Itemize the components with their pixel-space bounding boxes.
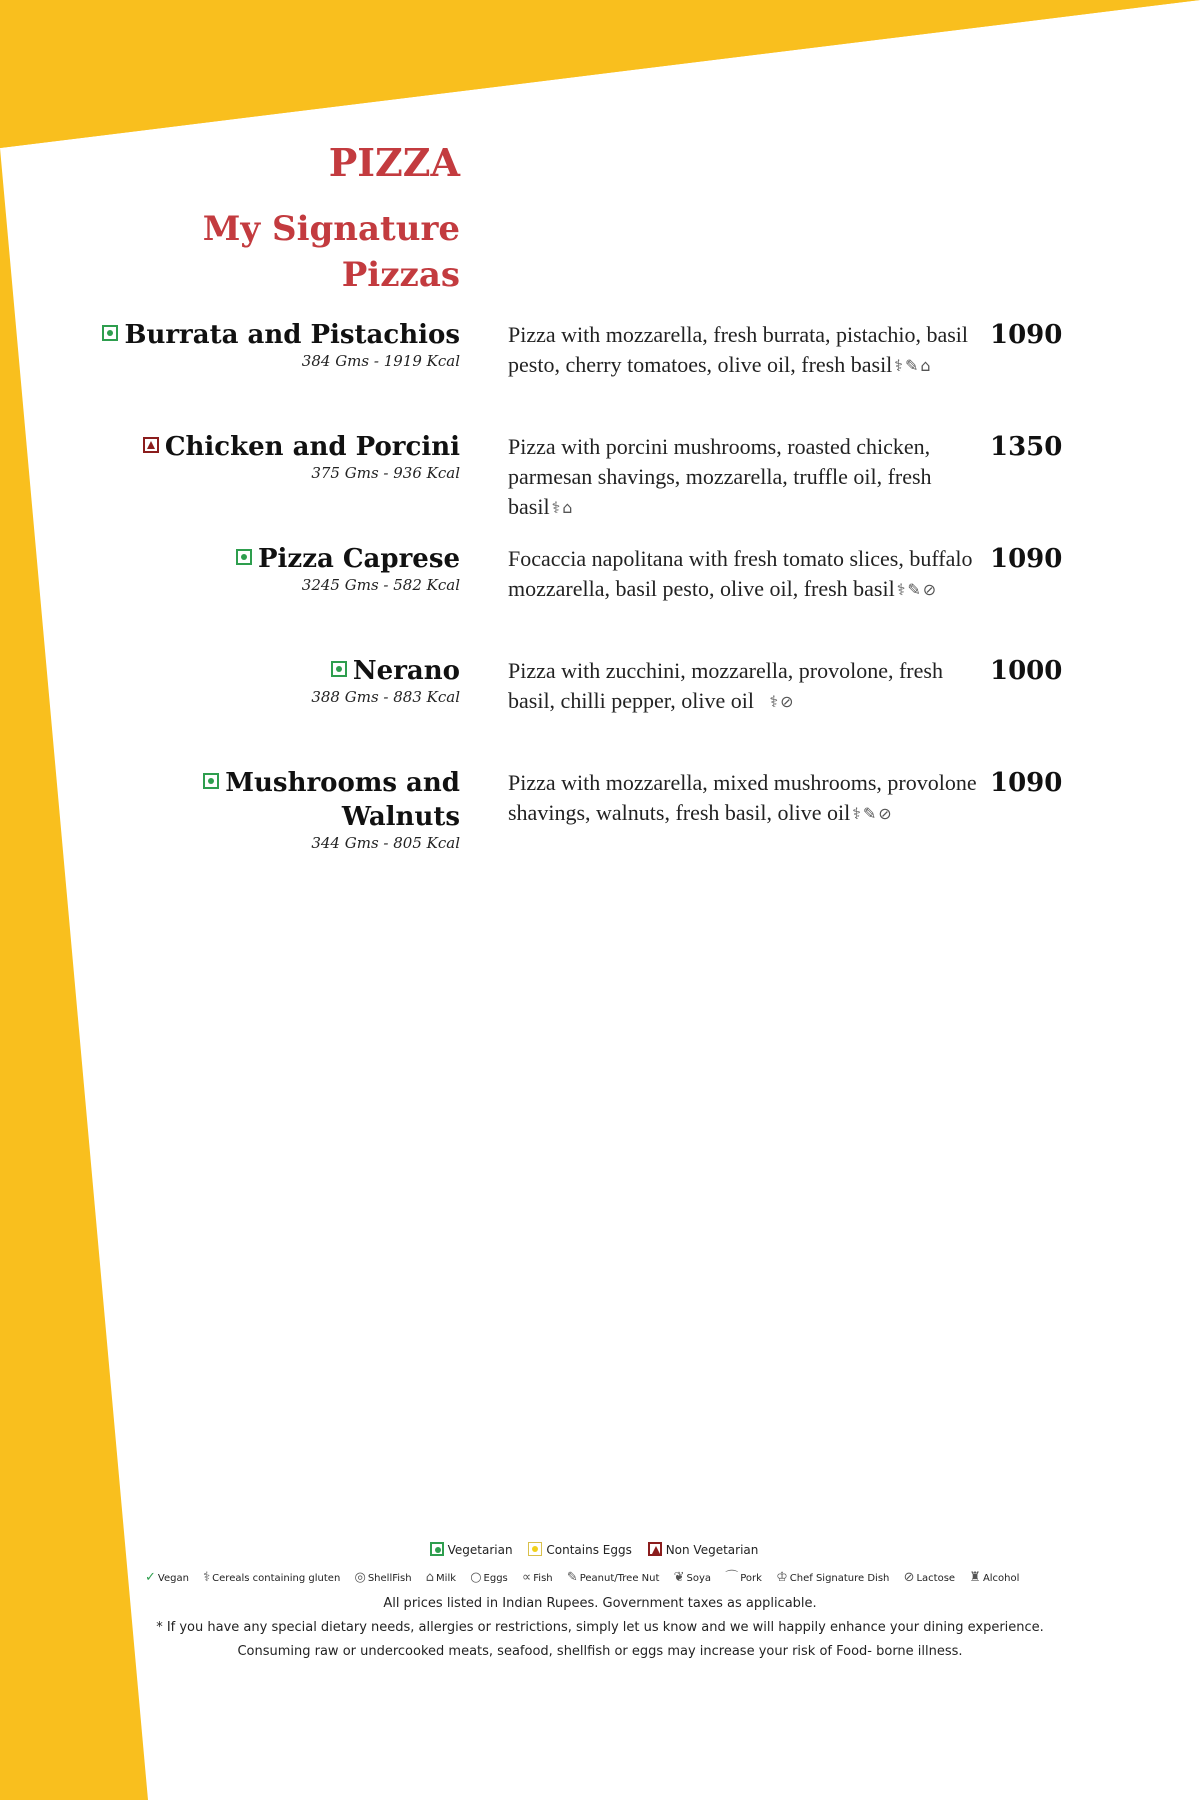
- legend-text: Alcohol: [982, 1573, 1020, 1584]
- note-dietary: * If you have any special dietary needs, allergies or restrictions, simply let us know and we will happily enhance your dining experience.: [156, 1620, 1044, 1635]
- milk-icon: ⌂: [920, 356, 931, 375]
- gluten-icon: ⚕: [769, 692, 779, 711]
- legend-text: Vegetarian: [447, 1543, 513, 1557]
- legend-allergens: [145, 1566, 1045, 1585]
- item-name-text: Chicken and Porcini: [164, 432, 460, 462]
- item-name-caprese: [0, 542, 460, 576]
- legend-text: Contains Eggs: [546, 1543, 632, 1557]
- item-meta-caprese: 3245 Gms - 582 Kcal: [301, 576, 460, 594]
- legend-text: Vegan: [157, 1573, 189, 1584]
- item-name-text: Nerano: [352, 656, 460, 686]
- egg-mark-icon: [528, 1542, 542, 1556]
- chef-hat-icon: ♔: [776, 1570, 788, 1585]
- subtitle-line-1: My Signature: [202, 209, 460, 249]
- veg-mark-icon: [203, 773, 219, 789]
- veg-mark-icon: [102, 325, 118, 341]
- legend-text: Fish: [533, 1573, 553, 1584]
- milk-icon: ⌂: [425, 1570, 435, 1585]
- gluten-icon: ⚕: [203, 1570, 211, 1585]
- soya-icon: ❦: [673, 1570, 685, 1585]
- legend-text: Eggs: [483, 1573, 508, 1584]
- legend-alcohol: [969, 1570, 1020, 1585]
- fish-icon: ∝: [521, 1570, 532, 1585]
- legend-vegetarian: [430, 1543, 513, 1557]
- nut-icon: ✎: [862, 804, 877, 823]
- nut-icon: ✎: [907, 580, 921, 599]
- item-desc-burrata: [508, 320, 978, 381]
- legend-pork: [725, 1570, 762, 1585]
- legend-text: Cereals containing gluten: [212, 1573, 341, 1584]
- nut-icon: ✎: [904, 356, 919, 375]
- veg-mark-icon: [236, 549, 252, 565]
- subtitle-line-2: Pizzas: [341, 255, 460, 295]
- item-meta-nerano: 388 Gms - 883 Kcal: [311, 688, 460, 706]
- item-name-line-2: Walnuts: [341, 802, 460, 832]
- lactose-icon: ⊘: [780, 692, 794, 711]
- legend-nut: [566, 1570, 660, 1585]
- legend-text: Chef Signature Dish: [789, 1573, 890, 1584]
- item-desc-nerano: [508, 656, 978, 717]
- pork-icon: ⌒: [725, 1570, 739, 1585]
- item-name-text: Mushrooms and: [225, 768, 460, 798]
- bottle-icon: ♜: [969, 1570, 981, 1585]
- legend-nonveg: [648, 1543, 759, 1557]
- item-name-text: Pizza Caprese: [258, 544, 460, 574]
- gluten-icon: ⚕: [551, 498, 561, 517]
- note-raw-food: Consuming raw or undercooked meats, seafood, shellfish or eggs may increase your risk of Food- borne illness.: [237, 1644, 963, 1659]
- item-meta-burrata: 384 Gms - 1919 Kcal: [301, 352, 460, 370]
- item-name-line-1: [0, 766, 460, 800]
- top-yellow-band-full: [0, 0, 1200, 148]
- section-subtitle: [140, 206, 460, 298]
- legend-soya: [673, 1570, 712, 1585]
- legend-text: Pork: [740, 1573, 762, 1584]
- item-desc-mushrooms-walnuts: [508, 768, 978, 829]
- legend-eggs-allergen: [470, 1570, 508, 1585]
- legend-vegan: [145, 1570, 189, 1585]
- desc-text: Pizza with mozzarella, mixed mushrooms, provolone shavings, walnuts, fresh basil, olive oil: [508, 770, 977, 825]
- nonveg-mark-icon: [143, 437, 159, 453]
- milk-icon: ⌂: [562, 498, 573, 517]
- item-meta-mushrooms-walnuts: 344 Gms - 805 Kcal: [311, 834, 460, 852]
- item-price-burrata: 1090: [990, 320, 1063, 350]
- shellfish-icon: ◎: [354, 1570, 366, 1585]
- item-desc-chicken-porcini: [508, 432, 978, 523]
- veg-mark-icon: [430, 1542, 444, 1556]
- item-meta-chicken-porcini: 375 Gms - 936 Kcal: [311, 464, 460, 482]
- legend-eggs: [528, 1543, 631, 1557]
- legend-text: Milk: [436, 1573, 457, 1584]
- item-name-text: Burrata and Pistachios: [124, 320, 460, 350]
- nut-icon: ✎: [566, 1570, 578, 1585]
- nonveg-mark-icon: [648, 1542, 662, 1556]
- legend-text: Soya: [686, 1573, 712, 1584]
- veg-mark-icon: [331, 661, 347, 677]
- legend-lactose: [903, 1570, 956, 1585]
- item-price-chicken-porcini: 1350: [990, 432, 1063, 462]
- item-desc-caprese: [508, 544, 978, 605]
- desc-text: Pizza with mozzarella, fresh burrata, pistachio, basil pesto, cherry tomatoes, olive oil, fresh basil: [508, 322, 968, 377]
- gluten-icon: ⚕: [852, 804, 861, 823]
- item-name-chicken-porcini: [0, 430, 460, 464]
- item-price-caprese: 1090: [990, 544, 1063, 574]
- lactose-icon: ⊘: [903, 1570, 915, 1585]
- item-name-nerano: [0, 654, 460, 688]
- legend-milk: [425, 1570, 457, 1585]
- desc-text: Pizza with porcini mushrooms, roasted chicken, parmesan shavings, mozzarella, truffle oil, fresh basil: [508, 434, 932, 519]
- desc-text: Pizza with zucchini, mozzarella, provolone, fresh basil, chilli pepper, olive oil: [508, 658, 943, 713]
- legend-text: Lactose: [916, 1573, 956, 1584]
- legend-diet: [0, 1542, 1200, 1557]
- note-prices: All prices listed in Indian Rupees. Government taxes as applicable.: [383, 1596, 817, 1611]
- desc-text: Focaccia napolitana with fresh tomato slices, buffalo mozzarella, basil pesto, olive oil, fresh basil: [508, 546, 973, 601]
- gluten-icon: ⚕: [894, 356, 903, 375]
- egg-icon: ○: [470, 1570, 482, 1585]
- legend-fish: [521, 1570, 553, 1585]
- vegan-icon: ✓: [145, 1570, 156, 1585]
- gluten-icon: ⚕: [896, 580, 906, 599]
- item-price-nerano: 1000: [990, 656, 1063, 686]
- lactose-icon: ⊘: [922, 580, 937, 599]
- lactose-icon: ⊘: [878, 804, 892, 823]
- section-title: PIZZA: [328, 140, 460, 185]
- item-name-mushrooms-walnuts: [0, 766, 460, 834]
- legend-text: ShellFish: [367, 1573, 412, 1584]
- item-name-burrata: [0, 318, 460, 352]
- legend-shellfish: [354, 1570, 412, 1585]
- legend-text: Non Vegetarian: [665, 1543, 759, 1557]
- legend-text: Peanut/Tree Nut: [579, 1573, 660, 1584]
- legend-gluten: [203, 1570, 341, 1585]
- legend-chef: [776, 1570, 890, 1585]
- item-price-mushrooms-walnuts: 1090: [990, 768, 1063, 798]
